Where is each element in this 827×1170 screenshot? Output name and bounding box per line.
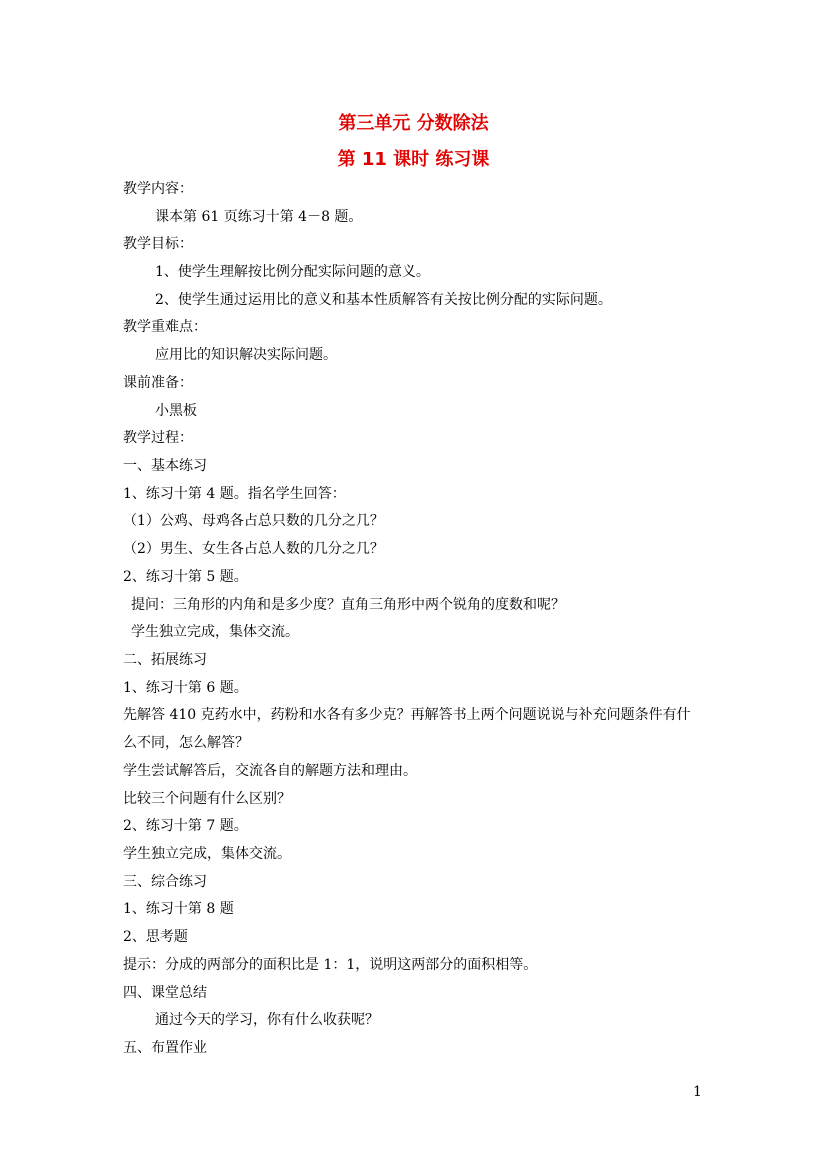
text-line: 么不同，怎么解答？: [123, 735, 249, 751]
text-line: 提问：三角形的内角和是多少度？直角三角形中两个锐角的度数和呢？: [131, 597, 565, 613]
text-line: 教学目标：: [123, 236, 193, 252]
text-line: 学生独立完成，集体交流。: [131, 624, 299, 640]
text-line: 通过今天的学习，你有什么收获呢？: [155, 1012, 379, 1028]
text-line: 课本第 61 页练习十第 4－8 题。: [155, 209, 363, 225]
text-line: 2、练习十第 7 题。: [123, 818, 248, 834]
text-line: 提示：分成的两部分的面积比是 1：1，说明这两部分的面积相等。: [123, 957, 538, 973]
page-subtitle: 第 11 课时 练习课: [337, 149, 490, 170]
text-line: 小黑板: [155, 403, 197, 419]
text-line: 应用比的知识解决实际问题。: [155, 347, 337, 363]
page-number: 1: [693, 1084, 702, 1100]
text-line: （1）公鸡、母鸡各占总只数的几分之几？: [123, 513, 384, 529]
text-line: 五、布置作业: [123, 1040, 207, 1056]
text-line: 比较三个问题有什么区别？: [123, 791, 291, 807]
text-line: 先解答 410 克药水中，药粉和水各有多少克？再解答书上两个问题说说与补充问题条件有什: [123, 707, 691, 723]
text-line: 三、综合练习: [123, 874, 207, 890]
text-line: 2、思考题: [123, 929, 188, 945]
text-line: 1、练习十第 8 题: [123, 901, 234, 917]
page-title: 第三单元 分数除法: [338, 113, 489, 134]
text-line: 教学过程：: [123, 430, 193, 446]
text-line: 教学重难点：: [123, 319, 207, 335]
text-line: 教学内容：: [123, 181, 193, 197]
text-line: 二、拓展练习: [123, 652, 207, 668]
text-line: 1、练习十第 6 题。: [123, 680, 248, 696]
text-line: 2、练习十第 5 题。: [123, 569, 248, 585]
text-line: 1、使学生理解按比例分配实际问题的意义。: [155, 264, 430, 280]
text-line: 学生尝试解答后，交流各自的解题方法和理由。: [123, 763, 417, 779]
text-line: 2、使学生通过运用比的意义和基本性质解答有关按比例分配的实际问题。: [155, 292, 612, 308]
text-line: 四、课堂总结: [123, 985, 207, 1001]
text-line: 一、基本练习: [123, 458, 207, 474]
text-line: 课前准备：: [123, 375, 193, 391]
text-line: 学生独立完成，集体交流。: [123, 846, 291, 862]
text-line: （2）男生、女生各占总人数的几分之几？: [123, 541, 384, 557]
text-line: 1、练习十第 4 题。指名学生回答：: [123, 486, 346, 502]
